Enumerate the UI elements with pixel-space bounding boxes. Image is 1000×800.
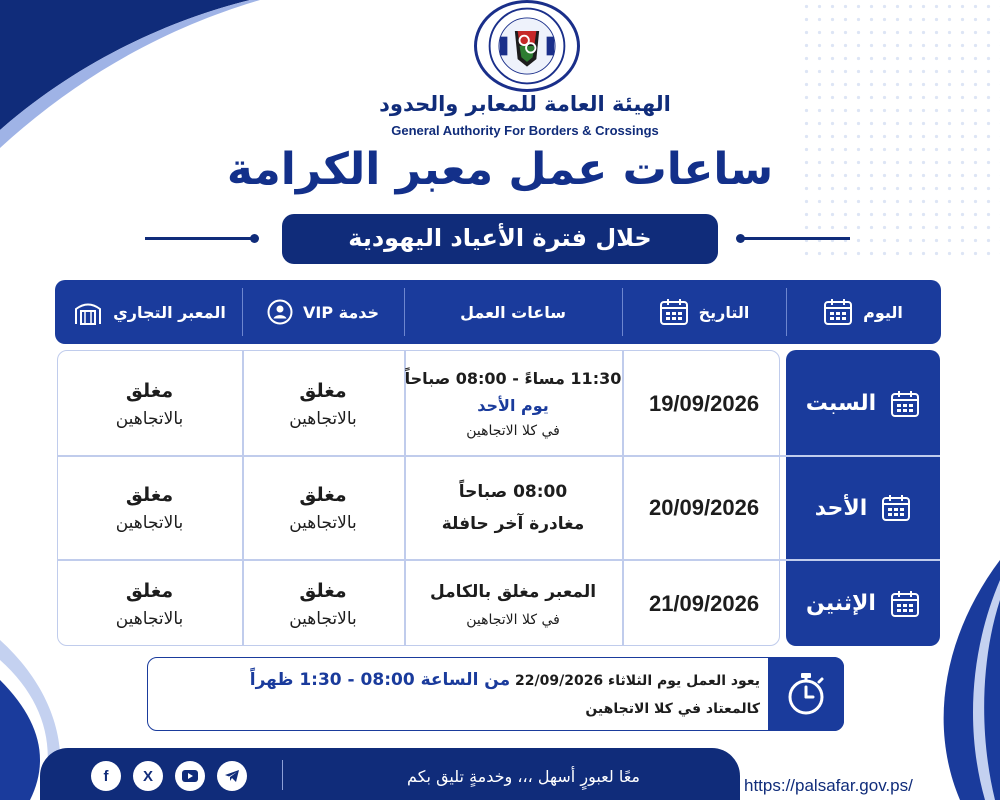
subtitle-badge: خلال فترة الأعياد اليهودية xyxy=(282,214,718,264)
date-cell xyxy=(622,457,786,559)
status-direction: بالاتجاهين xyxy=(115,513,184,533)
commercial-cell xyxy=(57,352,242,455)
status-text: مغلق xyxy=(299,579,347,602)
calendar-icon xyxy=(890,590,920,618)
commercial-cell xyxy=(57,561,242,646)
facebook-icon[interactable]: f xyxy=(91,761,121,791)
x-icon[interactable]: X xyxy=(133,761,163,791)
vip-cell xyxy=(242,561,404,646)
column-header-day xyxy=(786,280,940,344)
calendar-icon xyxy=(881,494,911,522)
vip-cell xyxy=(242,457,404,559)
notice-line-1 xyxy=(160,664,760,697)
date-value: 19/09/2026 xyxy=(648,390,760,416)
user-badge-icon xyxy=(267,299,293,325)
authority-seal xyxy=(474,0,580,92)
title-divider-left xyxy=(145,237,255,240)
website-link[interactable]: https://palsafar.gov.ps/ xyxy=(744,776,913,795)
status-direction: بالاتجاهين xyxy=(115,408,184,429)
status-direction: بالاتجاهين xyxy=(289,513,357,533)
calendar-icon xyxy=(890,390,920,418)
youtube-play-icon xyxy=(182,770,198,782)
notice-hours: من الساعة 08:00 - 1:30 ظهراً xyxy=(249,670,511,690)
footer-slogan: معًا لعبورٍ أسهل ،،، وخدمةٍ تليق بكم xyxy=(407,767,640,786)
date-cell xyxy=(622,561,786,646)
date-value: 21/09/2026 xyxy=(648,590,760,616)
column-header-label: ساعات العمل xyxy=(460,302,566,322)
day-cell xyxy=(786,352,940,455)
day-label: الإثنين xyxy=(806,591,876,616)
column-header-label: خدمة VIP xyxy=(303,302,380,322)
vip-cell xyxy=(242,352,404,455)
hours-cell xyxy=(404,457,622,559)
hours-note: في كلا الاتجاهين xyxy=(466,422,560,439)
date-value: 20/09/2026 xyxy=(648,495,760,520)
column-header-commercial xyxy=(57,280,242,344)
organization-name-arabic: الهيئة العامة للمعابر والحدود xyxy=(379,92,671,116)
day-label: السبت xyxy=(805,391,877,416)
calendar-icon xyxy=(823,298,853,326)
page-title: ساعات عمل معبر الكرامة xyxy=(226,144,774,195)
day-cell xyxy=(786,561,940,646)
status-text: مغلق xyxy=(125,484,174,506)
commercial-cell xyxy=(57,457,242,559)
title-divider-right xyxy=(740,237,850,240)
status-direction: بالاتجاهين xyxy=(115,608,184,629)
telegram-icon[interactable] xyxy=(217,761,247,791)
hours-note: في كلا الاتجاهين xyxy=(466,611,560,628)
notice-line-2: كالمعتاد في كلا الاتجاهين xyxy=(585,701,760,717)
status-text: مغلق xyxy=(299,484,347,506)
status-text: مغلق xyxy=(299,379,347,402)
hours-line: مغادرة آخر حافلة xyxy=(441,514,585,534)
notice-resume-date: يعود العمل يوم الثلاثاء 22/09/2026 xyxy=(515,673,760,689)
hours-cell xyxy=(404,352,622,455)
hours-line: المعبر مغلق بالكامل xyxy=(429,581,597,602)
hours-line: 11:30 مساءً - 08:00 صباحاً xyxy=(404,368,622,388)
telegram-plane-icon xyxy=(224,769,240,783)
status-direction: بالاتجاهين xyxy=(289,608,357,629)
notice-icon-box xyxy=(768,657,844,731)
date-cell xyxy=(622,352,786,455)
column-header-label: التاريخ xyxy=(698,302,750,322)
gate-icon xyxy=(73,299,103,325)
notice-text xyxy=(160,664,760,721)
status-text: مغلق xyxy=(125,579,174,602)
footer-divider xyxy=(282,760,283,790)
authority-seal-icon xyxy=(477,3,577,89)
youtube-icon[interactable] xyxy=(175,761,205,791)
column-header-hours xyxy=(404,280,622,344)
column-header-date xyxy=(622,280,786,344)
status-text: مغلق xyxy=(125,379,174,402)
column-header-label: المعبر التجاري xyxy=(113,302,226,322)
stopwatch-icon xyxy=(784,671,828,717)
calendar-icon xyxy=(659,298,689,326)
hours-line: 08:00 صباحاً xyxy=(458,482,568,502)
organization-name-english: General Authority For Borders & Crossings xyxy=(391,123,659,138)
day-label: الأحد xyxy=(814,495,868,521)
column-header-vip xyxy=(242,280,404,344)
column-header-label: اليوم xyxy=(863,302,903,322)
hours-line-highlight: يوم الأحد xyxy=(477,395,549,415)
hours-cell xyxy=(404,561,622,646)
day-cell xyxy=(786,457,940,559)
status-direction: بالاتجاهين xyxy=(289,408,357,429)
